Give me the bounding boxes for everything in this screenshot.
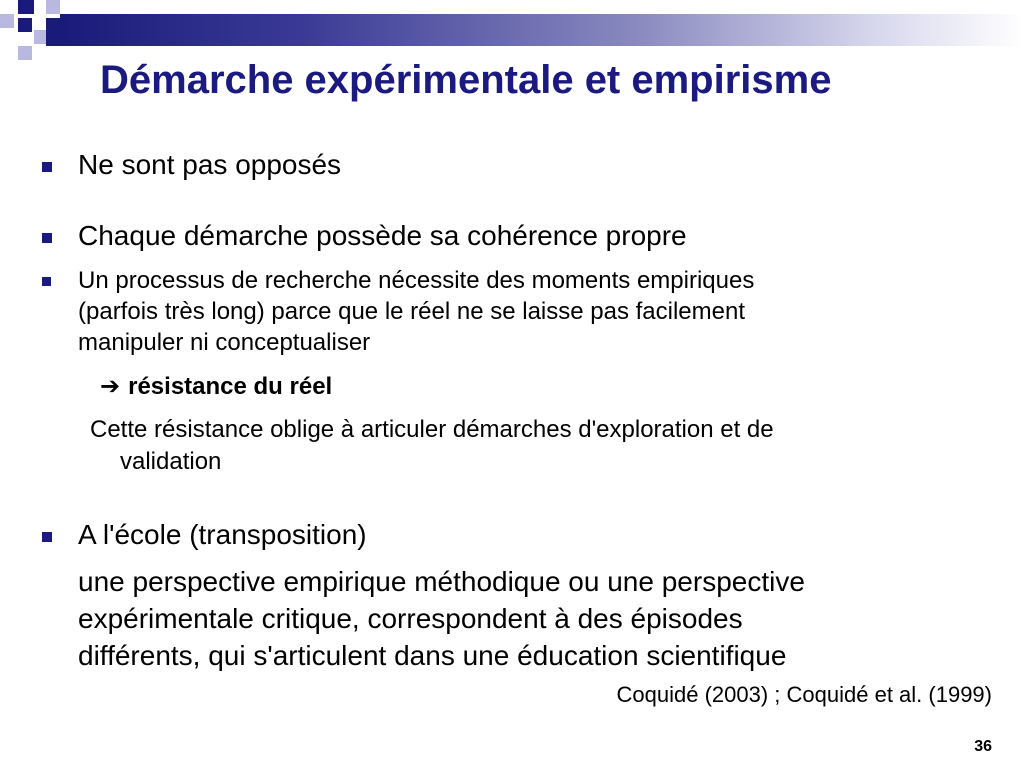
bullet-text: A l'école (transposition) bbox=[78, 519, 367, 550]
paragraph-line: (parfois très long) parce que le réel ne se laisse pas facilement bbox=[78, 298, 746, 325]
bullet-marker bbox=[42, 162, 52, 172]
bullet-text: Chaque démarche possède sa cohérence propre bbox=[78, 220, 687, 251]
paragraph-line: validation bbox=[120, 448, 222, 475]
paragraph-line: manipuler ni conceptualiser bbox=[78, 329, 371, 356]
paragraph-line: Un processus de recherche nécessite des moments empiriques bbox=[78, 267, 755, 294]
arrow-statement bbox=[100, 372, 332, 402]
paragraph-line: expérimentale critique, correspondent à des épisodes bbox=[78, 603, 743, 634]
bullet-marker bbox=[42, 233, 52, 243]
school-paragraph bbox=[78, 563, 988, 674]
right-arrow-icon: ➔ bbox=[100, 373, 121, 400]
page-number: 36 bbox=[974, 738, 992, 755]
bullet-paragraph bbox=[78, 265, 988, 358]
bullet-text: Ne sont pas opposés bbox=[78, 149, 342, 180]
citation: Coquidé (2003) ; Coquidé et al. (1999) bbox=[616, 682, 992, 707]
paragraph-line: une perspective empirique méthodique ou une perspective bbox=[78, 566, 805, 597]
paragraph-line: Cette résistance oblige à articuler démarches d'exploration et de bbox=[90, 416, 774, 443]
arrow-statement-text: résistance du réel bbox=[128, 373, 333, 400]
paragraph-line: différents, qui s'articulent dans une éducation scientifique bbox=[78, 640, 787, 671]
bullet-marker bbox=[42, 532, 52, 542]
resistance-paragraph bbox=[90, 414, 1000, 478]
bullet-marker bbox=[42, 277, 51, 286]
slide-title: Démarche expérimentale et empirisme bbox=[100, 58, 832, 102]
